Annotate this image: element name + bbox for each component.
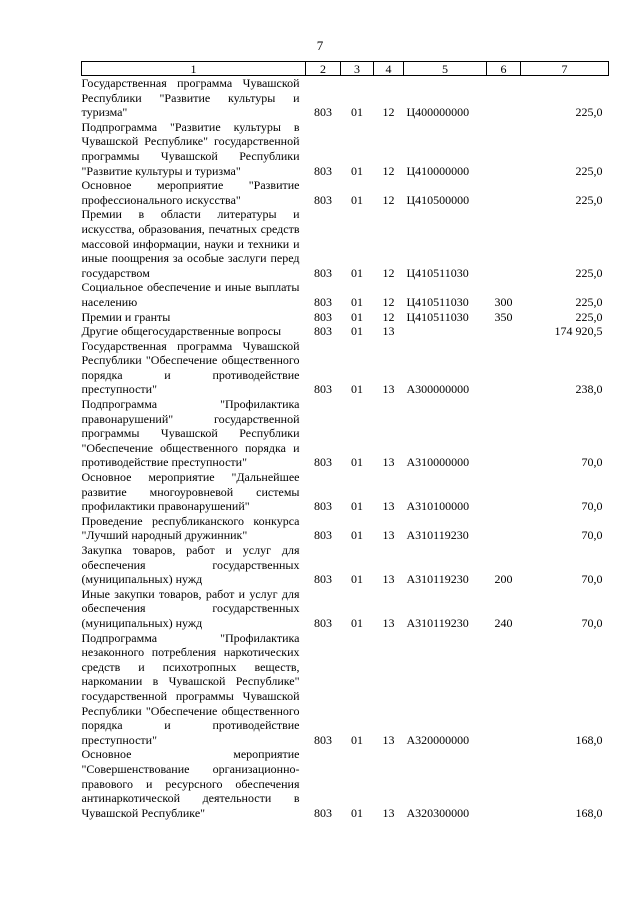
row-expense-type: 350 [494, 309, 513, 324]
table-row [82, 324, 609, 339]
row-subsection-code: 13 [382, 382, 395, 397]
table-row [82, 397, 609, 470]
row-target-code: Ц400000000 [406, 105, 470, 120]
row-amount: 238,0 [575, 382, 603, 397]
table-row [82, 207, 609, 280]
table-row [82, 120, 609, 178]
table-row [82, 631, 609, 748]
budget-table [81, 61, 609, 820]
row-ministry-code: 803 [314, 324, 332, 339]
row-expense-type [487, 470, 521, 514]
row-name: Подпрограмма "Развитие культуры в Чувашской Республике" государственной программы Чувашской Республики "Развитие культуры и туризма" [81, 119, 300, 178]
row-expense-type [487, 120, 521, 178]
header-row [82, 62, 609, 76]
row-amount: 225,0 [575, 309, 603, 324]
row-name: Государственная программа Чувашской Республики "Обеспечение общественного порядка и противодействие преступности" [81, 338, 300, 397]
row-target-code: Ц410500000 [406, 192, 470, 207]
row-subsection-code: 13 [382, 805, 395, 820]
row-amount: 174 920,5 [554, 324, 603, 339]
row-section-code: 01 [351, 499, 363, 514]
header-col-6: 6 [487, 62, 521, 76]
row-ministry-code: 803 [314, 499, 332, 514]
table-header [82, 62, 609, 76]
row-name: Проведение республиканского конкурса "Лучший народный дружинник" [81, 513, 300, 543]
row-target-code: А310119230 [406, 615, 469, 630]
row-expense-type [487, 178, 521, 207]
row-target-code [404, 324, 487, 339]
row-amount: 225,0 [575, 105, 603, 120]
row-name: Премии в области литературы и искусства, образования, печатных средств массовой информации, науки и техники и иные поощрения за особые заслуги перед государством [81, 207, 300, 280]
table-row [82, 76, 609, 120]
row-amount: 168,0 [575, 732, 603, 747]
row-target-code: Ц410511030 [406, 265, 469, 280]
row-expense-type [487, 514, 521, 543]
table-row [82, 543, 609, 587]
row-target-code: А310119230 [406, 572, 469, 587]
row-subsection-code: 13 [382, 732, 395, 747]
row-ministry-code: 803 [314, 805, 332, 820]
row-target-code: А310100000 [406, 499, 470, 514]
row-ministry-code: 803 [314, 732, 332, 747]
row-ministry-code: 803 [314, 294, 332, 309]
row-expense-type: 240 [494, 615, 513, 630]
table-row [82, 280, 609, 309]
row-expense-type [487, 747, 521, 820]
row-subsection-code: 12 [382, 163, 395, 178]
row-amount: 168,0 [575, 805, 603, 820]
row-section-code: 01 [351, 294, 363, 309]
row-amount: 70,0 [581, 455, 603, 470]
row-subsection-code: 13 [382, 324, 395, 339]
row-section-code: 01 [351, 324, 363, 339]
row-name: Основное мероприятие "Дальнейшее развитие многоуровневой системы профилактики правонарушений" [81, 470, 300, 514]
row-name: Подпрограмма "Профилактика правонарушений" государственной программы Чувашской Республики "Обеспечение общественного порядка и противодействие преступности" [81, 397, 300, 470]
row-subsection-code: 12 [382, 294, 395, 309]
row-target-code: А310119230 [406, 528, 469, 543]
row-ministry-code: 803 [314, 309, 332, 324]
row-name: Социальное обеспечение и иные выплаты населению [81, 280, 300, 309]
row-name: Основное мероприятие "Развитие профессионального искусства" [81, 178, 300, 207]
row-ministry-code: 803 [314, 528, 332, 543]
row-ministry-code: 803 [314, 192, 332, 207]
table-row [82, 339, 609, 397]
table-row [82, 178, 609, 207]
row-subsection-code: 12 [382, 105, 395, 120]
row-ministry-code: 803 [314, 572, 332, 587]
row-expense-type [487, 631, 521, 748]
header-col-3: 3 [341, 62, 374, 76]
row-subsection-code: 12 [382, 192, 395, 207]
row-section-code: 01 [351, 163, 363, 178]
header-col-7: 7 [521, 62, 609, 76]
row-amount: 70,0 [581, 572, 603, 587]
row-expense-type [487, 76, 521, 120]
table-row [82, 587, 609, 631]
row-amount: 225,0 [575, 163, 603, 178]
row-amount: 225,0 [575, 192, 603, 207]
row-ministry-code: 803 [314, 265, 332, 280]
table-row [82, 470, 609, 514]
row-section-code: 01 [351, 382, 363, 397]
row-name: Закупка товаров, работ и услуг для обеспечения государственных (муниципальных) нужд [81, 543, 300, 587]
page-number: 7 [316, 38, 324, 53]
row-section-code: 01 [351, 192, 363, 207]
row-expense-type [487, 397, 521, 470]
row-amount: 70,0 [581, 528, 603, 543]
row-section-code: 01 [351, 528, 363, 543]
row-amount: 70,0 [581, 615, 603, 630]
row-name: Подпрограмма "Профилактика незаконного потребления наркотических средств и психотропных веществ, наркомании в Чувашской Республике" государственной программы Чувашской Республики "Обеспечение общественного порядка и противодействие преступности" [81, 630, 300, 747]
row-subsection-code: 13 [382, 615, 395, 630]
row-target-code: А320000000 [406, 732, 470, 747]
row-ministry-code: 803 [314, 105, 332, 120]
header-col-5: 5 [404, 62, 487, 76]
table-row [82, 310, 609, 325]
row-amount: 225,0 [575, 265, 603, 280]
row-section-code: 01 [351, 615, 363, 630]
table-row [82, 514, 609, 543]
row-target-code: Ц410000000 [406, 163, 470, 178]
row-target-code: А310000000 [406, 455, 470, 470]
row-name: Другие общегосударственные вопросы [81, 324, 282, 339]
row-section-code: 01 [351, 265, 363, 280]
row-name: Премии и гранты [81, 309, 171, 324]
table-row [82, 747, 609, 820]
row-target-code: А320300000 [406, 805, 470, 820]
row-subsection-code: 13 [382, 455, 395, 470]
row-expense-type [487, 207, 521, 280]
row-target-code: Ц410511030 [406, 309, 469, 324]
row-subsection-code: 13 [382, 499, 395, 514]
row-target-code: Ц410511030 [406, 294, 469, 309]
row-expense-type: 200 [494, 572, 513, 587]
row-section-code: 01 [351, 732, 363, 747]
header-col-2: 2 [306, 62, 341, 76]
row-name: Иные закупки товаров, работ и услуг для обеспечения государственных (муниципальных) нужд [81, 586, 300, 630]
table-body [82, 76, 609, 821]
row-amount: 225,0 [575, 294, 603, 309]
row-section-code: 01 [351, 105, 363, 120]
row-expense-type [487, 339, 521, 397]
row-target-code: А300000000 [406, 382, 470, 397]
row-section-code: 01 [351, 309, 363, 324]
header-col-1: 1 [82, 62, 306, 76]
row-expense-type: 300 [494, 294, 513, 309]
row-subsection-code: 12 [382, 309, 395, 324]
row-amount: 70,0 [581, 499, 603, 514]
row-ministry-code: 803 [314, 163, 332, 178]
row-section-code: 01 [351, 455, 363, 470]
row-ministry-code: 803 [314, 382, 332, 397]
row-ministry-code: 803 [314, 455, 332, 470]
row-ministry-code: 803 [314, 615, 332, 630]
row-name: Государственная программа Чувашской Республики "Развитие культуры и туризма" [81, 76, 300, 120]
row-subsection-code: 12 [382, 265, 395, 280]
row-section-code: 01 [351, 572, 363, 587]
row-expense-type [487, 324, 521, 339]
row-subsection-code: 13 [382, 572, 395, 587]
row-section-code: 01 [351, 805, 363, 820]
row-subsection-code: 13 [382, 528, 395, 543]
row-name: Основное мероприятие "Совершенствование организационно-правового и ресурсного обеспечения антинаркотической деятельности в Чувашской Республике" [81, 747, 300, 820]
header-col-4: 4 [374, 62, 404, 76]
